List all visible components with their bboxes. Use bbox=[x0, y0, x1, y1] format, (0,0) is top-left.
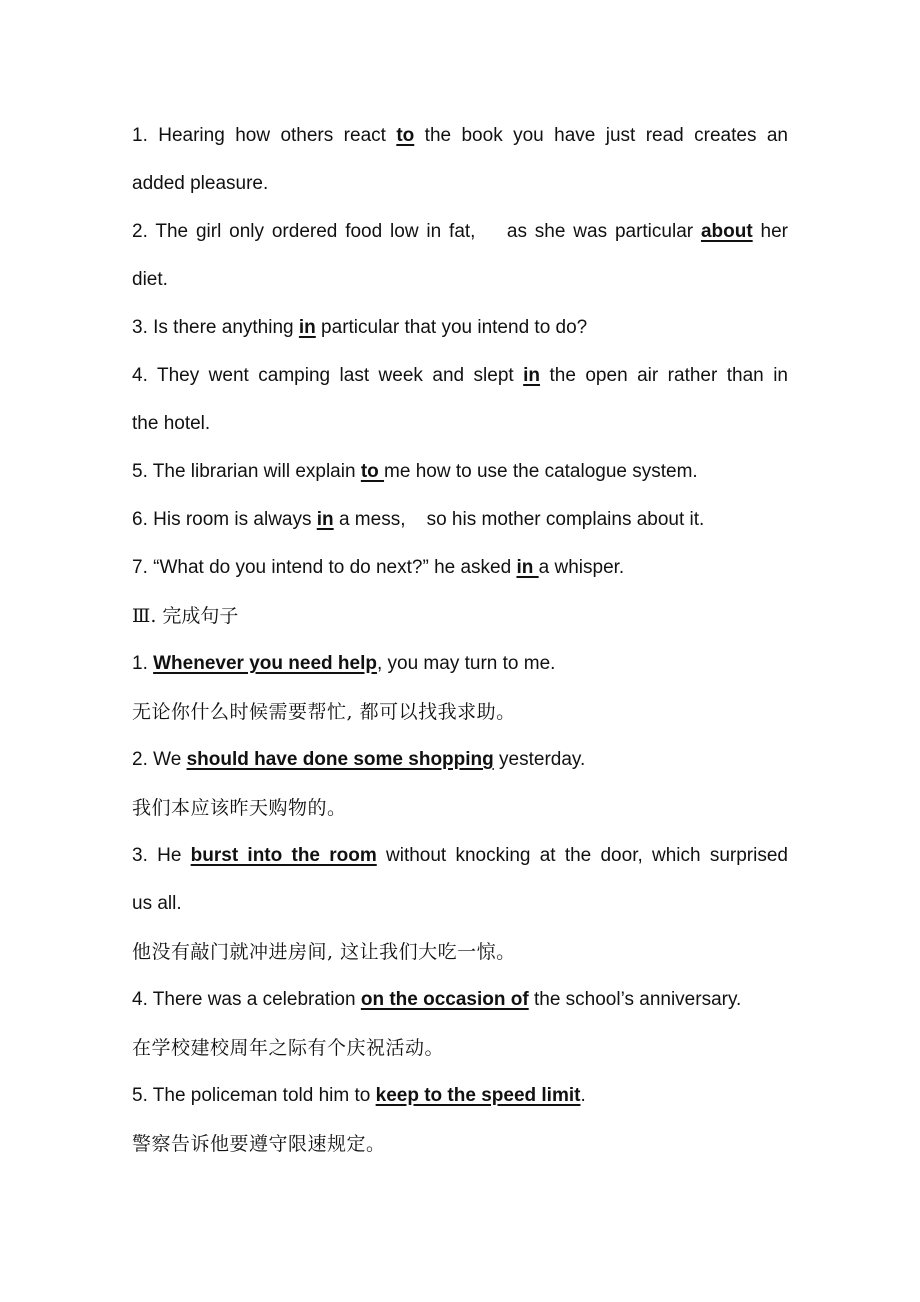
p2-item-4-line-1 bbox=[132, 352, 788, 400]
p3-item-4-text-pre: 4. There was a celebration bbox=[132, 989, 361, 1010]
p3-item-5-translation: 警察告诉他要遵守限速规定。 bbox=[132, 1133, 386, 1155]
p3-item-4-text-post: the school’s anniversary. bbox=[528, 989, 742, 1010]
p2-item-4-text-pre: 4. They went camping last week and slept bbox=[132, 365, 524, 386]
p2-item-3-text-post: particular that you intend to do? bbox=[315, 317, 588, 338]
p3-item-1-text-pre: 1. bbox=[132, 653, 154, 674]
p2-item-5-text-post: me how to use the catalogue system. bbox=[384, 461, 698, 482]
p3-item-3-line-2: us all. bbox=[132, 893, 182, 914]
p2-item-7-answer: in bbox=[516, 557, 539, 578]
p3-item-3-translation: 他没有敲门就冲进房间, 这让我们大吃一惊。 bbox=[132, 941, 516, 963]
p2-item-2-text-pre: 2. The girl only ordered food low in fat, as she was particular bbox=[132, 221, 701, 242]
p2-item-1-answer: to bbox=[396, 125, 415, 146]
document-page bbox=[132, 112, 788, 1168]
p3-item-4-line-1 bbox=[132, 976, 788, 1024]
p3-item-2-answer: should have done some shopping bbox=[186, 749, 494, 770]
p3-item-4-translation: 在学校建校周年之际有个庆祝活动。 bbox=[132, 1037, 445, 1059]
p2-item-3-text-pre: 3. Is there anything bbox=[132, 317, 299, 338]
p2-item-6-text-pre: 6. His room is always bbox=[132, 509, 317, 530]
p3-item-5-answer: keep to the speed limit bbox=[375, 1085, 581, 1106]
p2-item-4-answer: in bbox=[523, 365, 541, 386]
p2-item-7-text-pre: 7. “What do you intend to do next?” he asked bbox=[132, 557, 517, 578]
p3-item-3-text-pre: 3. He bbox=[132, 845, 191, 866]
p2-item-5-line-1 bbox=[132, 448, 788, 496]
p3-item-2-text-pre: 2. We bbox=[132, 749, 187, 770]
p2-item-2-line-1 bbox=[132, 208, 788, 256]
p3-item-1-answer: Whenever you need help bbox=[153, 653, 377, 674]
p3-item-3-line-1 bbox=[132, 832, 788, 880]
p3-item-1-text-post: , you may turn to me. bbox=[376, 653, 556, 674]
p2-item-3-line-1 bbox=[132, 304, 788, 352]
p2-item-6-answer: in bbox=[316, 509, 334, 530]
p3-item-4-answer: on the occasion of bbox=[360, 989, 529, 1010]
p2-item-3-answer: in bbox=[298, 317, 316, 338]
p2-item-2-line-2: diet. bbox=[132, 269, 168, 290]
p3-item-2-translation: 我们本应该昨天购物的。 bbox=[132, 797, 347, 819]
p2-item-5-answer: to bbox=[360, 461, 385, 482]
p2-item-1-text-post: the book you have just read creates an bbox=[414, 125, 788, 146]
p3-item-5-line-1 bbox=[132, 1072, 788, 1120]
p3-item-5-text-post: . bbox=[580, 1085, 586, 1106]
p2-item-2-text-post: her bbox=[752, 221, 788, 242]
p3-item-2-line-1 bbox=[132, 736, 788, 784]
p2-item-6-text-post: a mess, so his mother complains about it. bbox=[333, 509, 705, 530]
p2-item-1-line-2: added pleasure. bbox=[132, 173, 269, 194]
p3-item-3-answer: burst into the room bbox=[190, 845, 377, 866]
p2-item-7-text-post: a whisper. bbox=[538, 557, 625, 578]
p3-item-3-text-post: without knocking at the door, which surprised bbox=[376, 845, 788, 866]
p2-item-6-line-1 bbox=[132, 496, 788, 544]
p3-item-2-text-post: yesterday. bbox=[493, 749, 586, 770]
section-3-heading: Ⅲ. 完成句子 bbox=[132, 605, 239, 627]
p2-item-1-text-pre: 1. Hearing how others react bbox=[132, 125, 397, 146]
p2-item-5-text-pre: 5. The librarian will explain bbox=[132, 461, 361, 482]
p2-item-4-text-post: the open air rather than in bbox=[540, 365, 788, 386]
p2-item-4-line-2: the hotel. bbox=[132, 413, 211, 434]
p2-item-7-line-1 bbox=[132, 544, 788, 592]
p3-item-1-line-1 bbox=[132, 640, 788, 688]
p2-item-2-answer: about bbox=[700, 221, 753, 242]
p3-item-1-translation: 无论你什么时候需要帮忙, 都可以找我求助。 bbox=[132, 701, 516, 723]
p2-item-1-line-1 bbox=[132, 112, 788, 160]
p3-item-5-text-pre: 5. The policeman told him to bbox=[132, 1085, 376, 1106]
